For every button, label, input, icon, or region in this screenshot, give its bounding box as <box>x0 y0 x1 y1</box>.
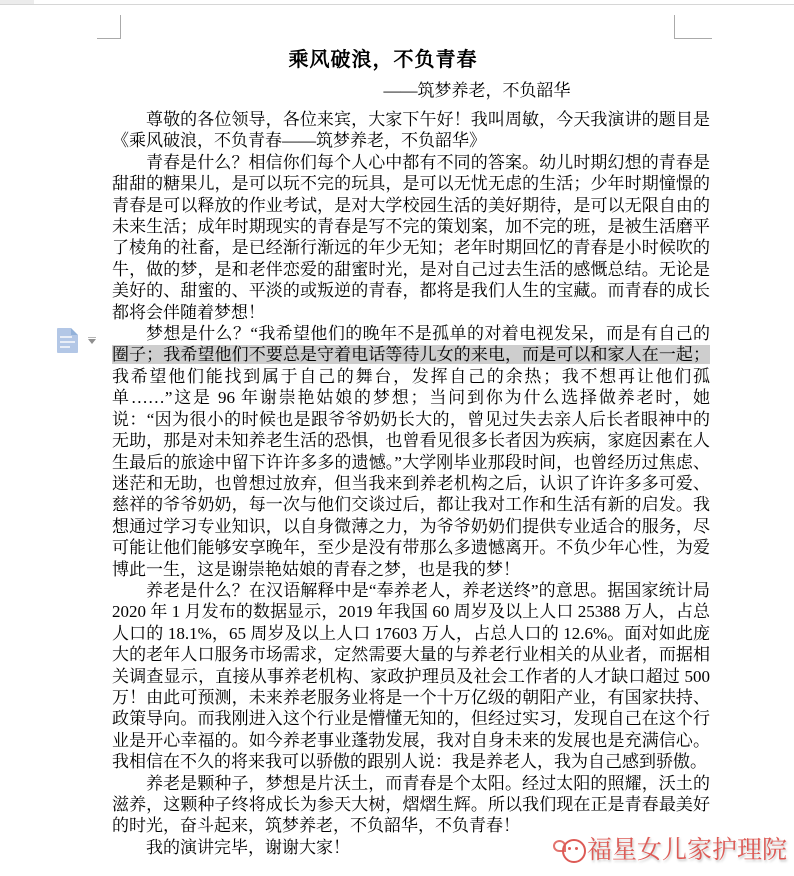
page-fold-corner <box>71 328 78 335</box>
watermark-text: 福星女儿家护理院 <box>587 837 788 864</box>
doc-icon-line <box>60 336 72 338</box>
document-text-area <box>112 45 710 858</box>
official-account-watermark <box>553 834 793 868</box>
doc-icon-line <box>60 346 70 348</box>
paragraph-closing: 我的演讲完毕，谢谢大家！ <box>146 837 350 857</box>
highlighted-text: 圈子；我希望他们不要总是守着电话等待儿女的来电，而是可以和家人在一起； <box>112 345 710 365</box>
chevron-down-icon[interactable] <box>88 337 96 338</box>
text-boundary-mark-top-left <box>97 38 121 39</box>
text-boundary-mark-top-right <box>674 38 712 39</box>
eye-dot <box>568 847 571 850</box>
dream-text-after-highlight: 我希望他们能找到属于自己的舞台，发挥自己的余热；我不想再让他们孤单……”这是 96 年谢崇艳姑娘的梦想；当问到你为什么选择做养老时，她说：“因为很小的时候也是跟爷爷奶奶长大的，曾见过失去亲人后长者眼神中的无助，那是对未知养老生活的恐惧，也曾看见很多长者因为疾病，家庭因素在人生最后的旅途中留下许许多多的遗憾。”大学刚毕业那段时间，也曾经历过焦虑、迷茫和无助，也曾想过放弃，但当我来到养老机构之后，认识了许许多多可爱、慈祥的爷爷奶奶，每一次与他们交谈过后，都让我对工作和生活有新的启发。我想通过学习专业知识，以自身微薄之力，为爷爷奶奶们提供专业适合的服务，尽可能让他们能够安享晚年，至少是没有带那么多遗憾离开。不负少年心性，为爱博此一生，这是谢崇艳姑娘的青春之梦，也是我的梦！ <box>112 366 710 579</box>
wechat-account-face-icon <box>553 837 587 865</box>
paragraph-eldercare: 养老是什么？在汉语解释中是“奉养老人，养老送终”的意思。据国家统计局 2020 年 1 月发布的数据显示，2019 年我国 60 周岁及以上人口 25388 万人，占总人口的 18.1%，65 周岁及以上人口 17603 万人，占总人口的 12.6%。面对如此庞大的老年人口服务市场需求，定然需要大量的与养老行业相关的从业者，而据相关调查显示，直接从事养老机构、家政护理员及社会工作者的人才缺口超过 500 万！由此可预测，未来养老服务业将是一个十万亿级的朝阳产业，有国家扶持、政策导向。而我刚进入这个行业是懵懂无知的，但经过实习，发现自己在这个行业是开心幸福的。如今养老事业蓬勃发展，我对自身未来的发展也是充满信心。我相信在不久的将来我可以骄傲的跟别人说：我是养老人，我为自己感到骄傲。 <box>112 580 710 772</box>
text-boundary-mark-top-right <box>674 15 675 39</box>
dream-text-before-highlight: 梦想是什么？“我希望他们的晚年不是孤单的对着电视发呆，而是有自己的 <box>146 324 710 344</box>
window-top-border <box>0 4 794 5</box>
margin-style-tool[interactable] <box>57 328 101 354</box>
paragraph-youth: 青春是什么？相信你们每个人心中都有不同的答案。幼儿时期幻想的青春是甜甜的糖果儿，是可以玩不完的玩具，是可以无忧无虑的生活；少年时期憧憬的青春是可以释放的作业考试，是对大学校园生活的美好期待，是可以无限自由的未来生活；成年时期现实的青春是写不完的策划案，加不完的班，是被生活磨平了棱角的社畜，是已经渐行渐远的年少无知；老年时期回忆的青春是小时候吹的牛，做的梦，是和老伴恋爱的甜蜜时光，是对自己过去生活的感慨总结。无论是美好的、甜蜜的、平淡的或叛逆的青春，都将是我们人生的宝藏。而青春的成长都将会伴随着梦想！ <box>112 152 710 322</box>
paragraph-dream <box>112 323 710 580</box>
face-circle-icon <box>562 839 586 863</box>
doc-icon-line <box>60 341 75 343</box>
document-body <box>112 109 710 858</box>
paragraph-seed: 养老是颗种子，梦想是片沃土，而青春是个太阳。经过太阳的照耀，沃土的滋养，这颗种子终将成长为参天大树，熠熠生辉。所以我们现在正是青春最美好的时光，奋斗起来，筑梦养老，不负韶华，不负青春！ <box>112 773 710 836</box>
paragraph-greeting: 尊敬的各位领导，各位来宾，大家下午好！我叫周敏，今天我演讲的题目是《乘风破浪，不负青春——筑梦养老，不负韶华》 <box>112 110 710 151</box>
page-subtitle: ——筑梦养老，不负韶华 <box>383 81 571 100</box>
document-lines-icon[interactable] <box>57 328 78 353</box>
chevron-down-icon[interactable] <box>88 339 96 344</box>
page-title: 乘风破浪，不负青春 <box>288 49 478 71</box>
text-boundary-mark-top-left <box>120 15 121 39</box>
eye-dot <box>575 847 578 850</box>
